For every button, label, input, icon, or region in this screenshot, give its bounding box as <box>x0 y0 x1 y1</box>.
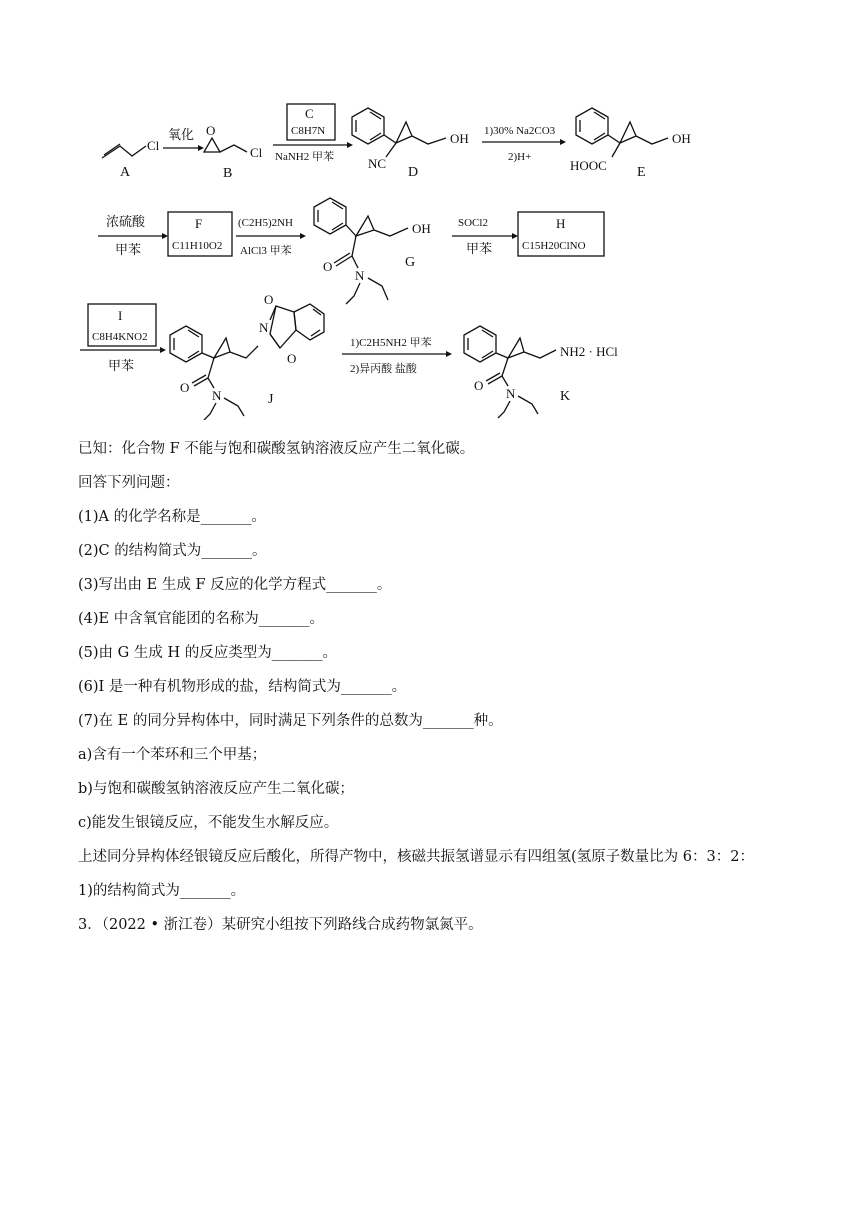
question-6: (6)I 是一种有机物形成的盐，结构简式为_______。 <box>78 679 407 695</box>
compound-D-label: D <box>408 165 419 180</box>
compound-D-nc: NC <box>368 156 387 171</box>
question-5: (5)由 G 生成 H 的反应类型为_______。 <box>78 645 337 661</box>
compound-J-n-amide: N <box>212 388 222 403</box>
compound-K-n: N <box>506 386 516 401</box>
arrow-B-to-D <box>273 104 353 163</box>
arrow-J-to-K <box>342 335 452 375</box>
compound-J-n: N <box>259 320 269 335</box>
arrow-E-F-reagent: 浓硫酸 <box>106 214 146 229</box>
arrow-D-E-step1: 1)30% Na2CO3 <box>484 125 556 137</box>
known-info: 已知：化合物 F 不能与饱和碳酸氢钠溶液反应产生二氧化碳。 <box>78 441 475 457</box>
box-H <box>518 212 604 256</box>
arrow-H-J-solvent: 甲苯 <box>108 358 135 373</box>
box-F <box>168 212 232 256</box>
box-C-label: C <box>305 106 314 121</box>
next-question: 3．（2022 • 浙江卷）某研究小组按下列路线合成药物氯氮平。 <box>78 917 483 933</box>
compound-K-label: K <box>560 389 571 404</box>
compound-E-oh: OH <box>672 131 691 146</box>
compound-D-oh: OH <box>450 131 469 146</box>
compound-B-cl: Cl <box>250 145 263 160</box>
arrow-J-K-step1: 1)C2H5NH2 甲苯 <box>350 337 432 349</box>
arrow-F-G-conditions: AlCl3 甲苯 <box>240 245 292 257</box>
box-F-formula: C11H10O2 <box>172 240 223 252</box>
arrow-H-to-J <box>80 347 166 373</box>
arrow-G-to-H <box>452 217 518 256</box>
compound-B-label: B <box>223 166 233 181</box>
box-F-label: F <box>195 216 203 231</box>
arrow-D-E-step2: 2)H+ <box>508 151 532 163</box>
compound-B-o: O <box>206 123 216 138</box>
condition-b: b)与饱和碳酸氢钠溶液反应产生二氧化碳； <box>78 781 354 797</box>
compound-G-label: G <box>405 255 416 270</box>
compound-A <box>102 138 160 180</box>
arrow-J-K-step2: 2)异丙酸 盐酸 <box>350 363 417 375</box>
compound-G-oh: OH <box>412 221 431 236</box>
condition-a: a)含有一个苯环和三个甲基； <box>78 747 267 763</box>
question-2: (2)C 的结构简式为_______。 <box>78 543 267 559</box>
box-H-label: H <box>556 216 566 231</box>
box-I-label: I <box>118 308 123 323</box>
compound-J-o-bottom: O <box>287 351 297 366</box>
arrow-D-to-E <box>482 125 566 163</box>
condition-c: c)能发生银镜反应，不能发生水解反应。 <box>78 815 339 831</box>
followup-line-2: 1)的结构简式为_______。 <box>78 883 246 899</box>
compound-A-cl: Cl <box>147 138 160 153</box>
box-H-formula: C15H20ClNO <box>522 240 586 252</box>
box-I-formula: C8H4KNO2 <box>92 331 148 343</box>
compound-K-amine: NH2 · HCl <box>560 344 618 359</box>
compound-J <box>170 292 324 420</box>
arrow-G-H-reagent: SOCl2 <box>458 217 488 229</box>
compound-G <box>314 198 431 304</box>
compound-J-o-amide: O <box>180 380 190 395</box>
arrow-E-F-solvent: 甲苯 <box>115 242 142 257</box>
compound-E-hooc: HOOC <box>570 158 607 173</box>
compound-B <box>204 123 263 181</box>
compound-J-label: J <box>268 392 274 407</box>
arrow-A-B-reagent: 氧化 <box>168 127 195 142</box>
arrow-F-G-reagent: (C2H5)2NH <box>238 217 293 229</box>
compound-J-o-top: O <box>264 292 274 307</box>
arrow-B-D-conditions: NaNH2 甲苯 <box>275 151 334 163</box>
question-3: (3)写出由 E 生成 F 反应的化学方程式_______。 <box>78 577 392 593</box>
question-1: (1)A 的化学名称是_______。 <box>78 509 266 525</box>
compound-K-o: O <box>474 378 484 393</box>
compound-G-n: N <box>355 268 365 283</box>
arrow-A-to-B <box>163 127 204 151</box>
compound-D <box>352 108 469 180</box>
box-C-formula: C8H7N <box>291 125 326 137</box>
answer-prompt: 回答下列问题： <box>78 475 180 491</box>
compound-K <box>464 326 618 418</box>
compound-E <box>570 108 691 180</box>
arrow-E-to-F <box>98 214 168 257</box>
compound-E-label: E <box>637 165 646 180</box>
question-text <box>78 432 838 942</box>
compound-A-label: A <box>120 165 131 180</box>
followup-line-1: 上述同分异构体经银镜反应后酸化，所得产物中，核磁共振氢谱显示有四组氢(氢原子数量比为 6：3：2： <box>78 849 754 865</box>
arrow-F-to-G <box>236 217 306 257</box>
question-7: (7)在 E 的同分异构体中，同时满足下列条件的总数为_______种。 <box>78 713 503 729</box>
compound-G-o: O <box>323 259 333 274</box>
box-I <box>88 304 156 346</box>
arrow-G-H-solvent: 甲苯 <box>466 241 493 256</box>
synthesis-scheme <box>0 0 860 420</box>
reaction-scheme-svg <box>0 0 860 420</box>
question-4: (4)E 中含氧官能团的名称为_______。 <box>78 611 324 627</box>
